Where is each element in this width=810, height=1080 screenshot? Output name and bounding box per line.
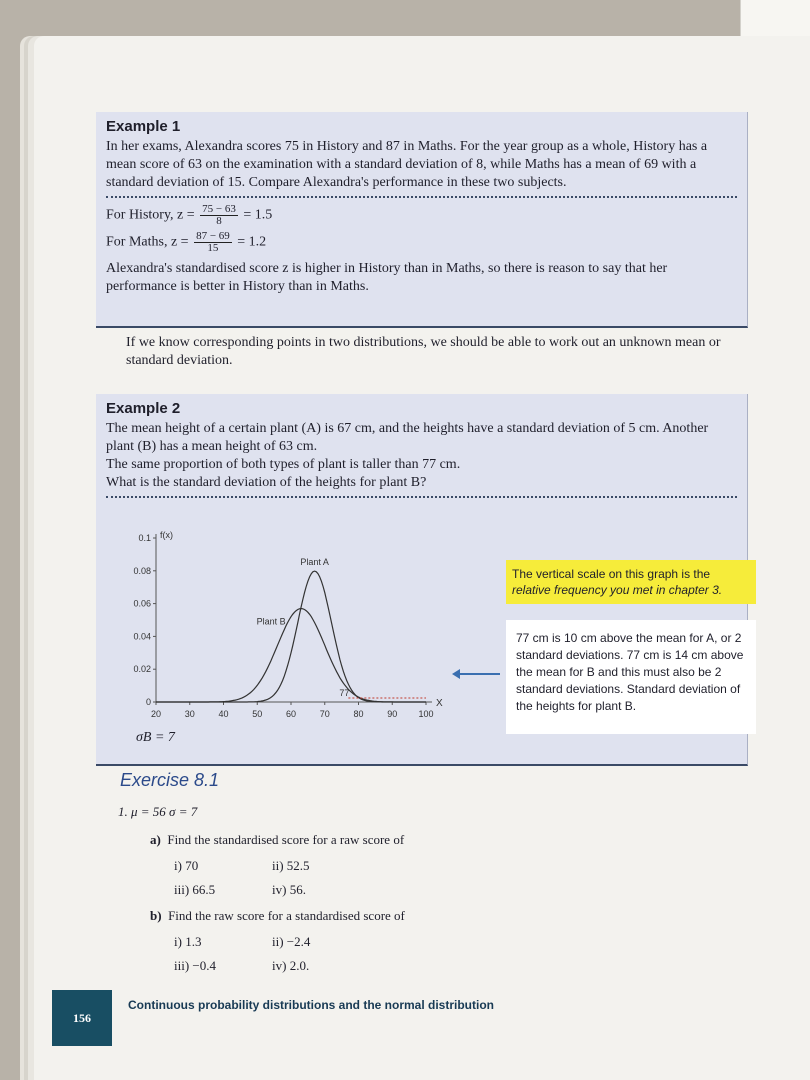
- y-tick-label: 0: [145, 697, 151, 707]
- maths-calculation: For Maths, z = $\frac{87 - 69}{15}$ = 1.2: [106, 230, 267, 254]
- x-tick-label: 40: [218, 709, 229, 719]
- example-1-box: [96, 112, 748, 328]
- part-a-iv: iv) 56.: [272, 882, 306, 897]
- x-axis-label: X: [436, 698, 443, 709]
- example-1-conclusion: Alexandra's standardised score z is higher in History than in Maths, so there is reason to say that her performance is better in History than in Maths.: [106, 261, 668, 294]
- part-a: a) Find the standardised score for a raw score of: [150, 832, 405, 847]
- part-a-iii: iii) 66.5: [174, 882, 216, 897]
- y-tick-label: 0.06: [133, 598, 151, 609]
- scale-note: The vertical scale on this graph is the relative frequency you met in chapter 3.: [506, 560, 756, 604]
- annotation-label: 77: [339, 688, 350, 698]
- y-axis-label: f(x): [160, 530, 173, 540]
- series-label: Plant A: [300, 557, 329, 568]
- x-tick-label: 30: [184, 709, 195, 719]
- part-b-iv: iv) 2.0.: [272, 958, 310, 973]
- y-tick-label: 0.02: [133, 664, 151, 675]
- example-2-line-3: What is the standard deviation of the heights for plant B?: [106, 475, 427, 490]
- part-b-i: i) 1.3: [174, 934, 202, 949]
- exercise-title: Exercise 8.1: [120, 770, 220, 790]
- arrow-left-icon: [452, 668, 500, 680]
- x-tick-label: 100: [418, 709, 434, 719]
- x-tick-label: 50: [252, 709, 263, 719]
- example-2-title: Example 2: [106, 400, 181, 417]
- part-a-ii: ii) 52.5: [272, 858, 310, 873]
- y-tick-label: 0.1: [138, 533, 151, 543]
- y-tick-label: 0.08: [133, 565, 151, 576]
- dotted-divider: [106, 496, 737, 498]
- example-1-text: In her exams, Alexandra scores 75 in History and 87 in Maths. For the year group as a whole, History has a mean score of 63 on the examination with a standard deviation of 8, while Maths has a mean of 69 with a standard deviation of 15. Compare Alexandra's performance in these two subjects.: [106, 139, 708, 190]
- x-tick-label: 70: [319, 709, 330, 719]
- example-2-line-2: The same proportion of both types of plant is taller than 77 cm.: [106, 457, 461, 472]
- example-2-line-1: The mean height of a certain plant (A) is 67 cm, and the heights have a standard deviation of 5 cm. Another plant (B) has a mean height of 63 cm.: [106, 421, 709, 454]
- intro-paragraph: If we know corresponding points in two distributions, we should be able to work out an unknown mean or standard deviation.: [126, 335, 721, 368]
- sigma-b-answer: σB = 7: [136, 730, 175, 745]
- x-tick-label: 80: [353, 709, 364, 719]
- example-1-title: Example 1: [106, 118, 181, 135]
- part-b-ii: ii) −2.4: [272, 934, 311, 949]
- curve-plant-a: [156, 571, 426, 702]
- history-calculation: For History, z = $\frac{75 - 63}{8}$ = 1.5: [106, 203, 273, 227]
- series-label: Plant B: [256, 616, 286, 627]
- part-a-i: i) 70: [174, 858, 199, 873]
- y-tick-label: 0.04: [133, 631, 151, 642]
- x-tick-label: 90: [387, 709, 398, 719]
- x-tick-label: 20: [150, 709, 162, 719]
- chapter-footer: Continuous probability distributions and the normal distribution: [128, 998, 494, 1012]
- part-b-iii: iii) −0.4: [174, 958, 216, 973]
- question-1: 1. μ = 56 σ = 7: [118, 804, 198, 819]
- page-number: 156: [52, 990, 112, 1046]
- normal-distribution-chart: [116, 526, 446, 726]
- part-b: b) Find the raw score for a standardised score of: [150, 908, 405, 923]
- solution-note: 77 cm is 10 cm above the mean for A, or 2 standard deviations. 77 cm is 14 cm above the mean for B and this must also be 2 standard deviations. Standard deviation of the heights for plant B.: [506, 620, 756, 734]
- x-tick-label: 60: [285, 709, 297, 719]
- dotted-divider: [106, 196, 737, 198]
